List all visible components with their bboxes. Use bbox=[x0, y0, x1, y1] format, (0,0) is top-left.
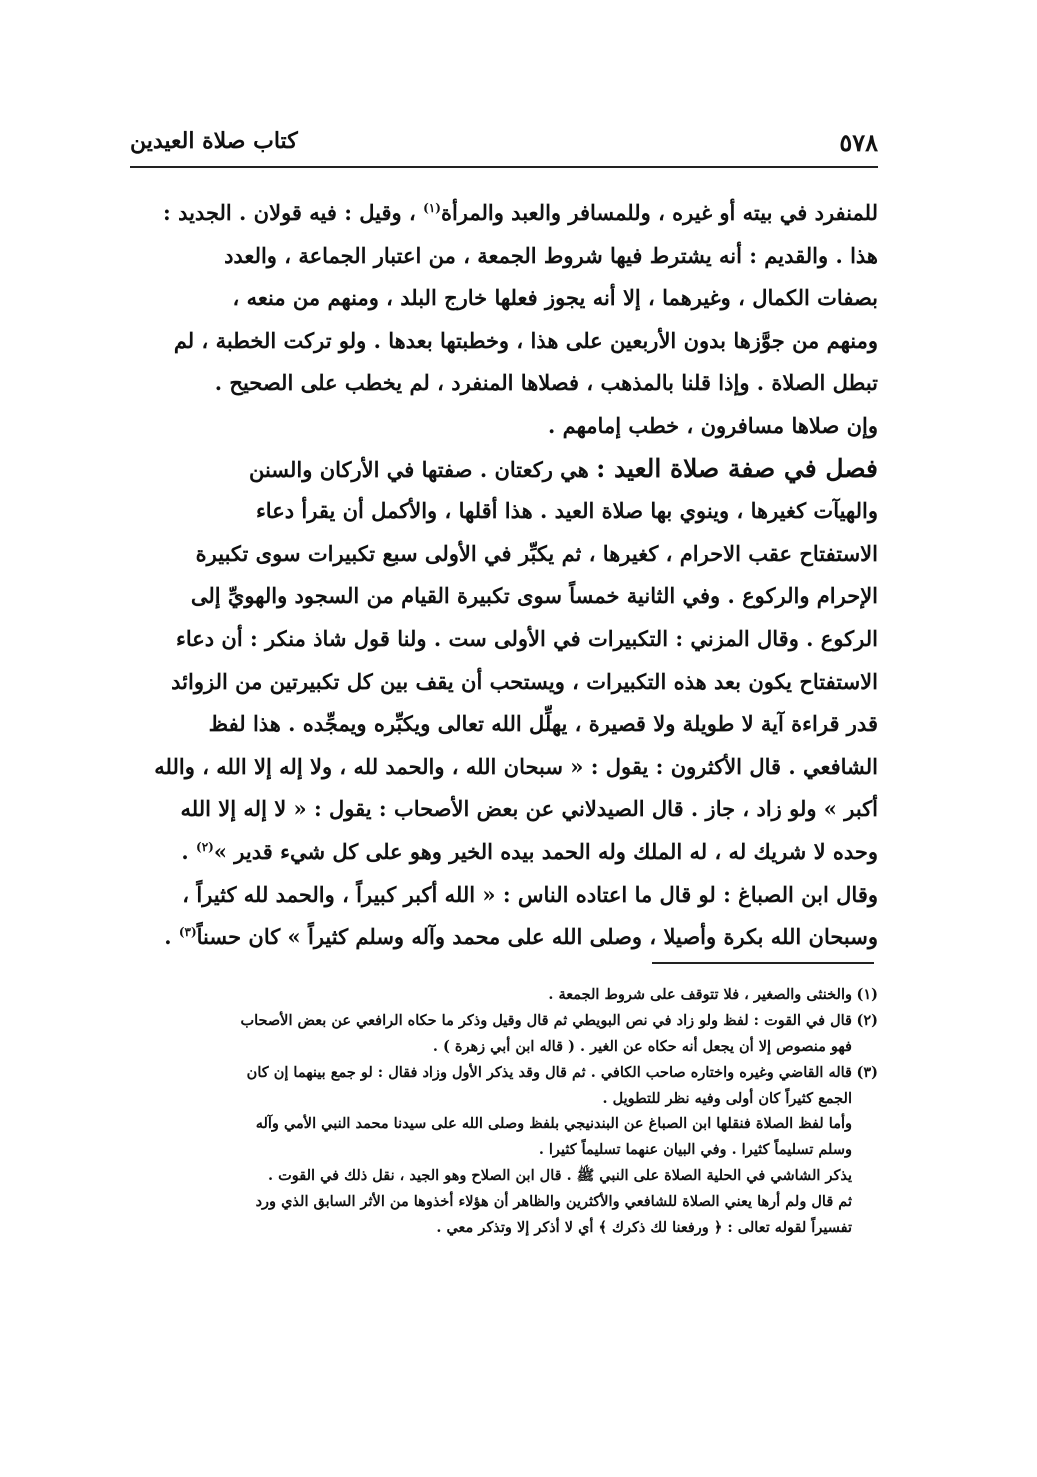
text-line: وسبحان الله بكرة وأصيلا ، وصلى الله على محمد وآله وسلم كثيراً » كان حسناً$^{(٣)}$ . bbox=[164, 924, 878, 950]
text-line: الركوع . وقال المزني : التكبيرات في الأولى ست . ولنا قول شاذ منكر : أن دعاء bbox=[175, 625, 878, 651]
footnote-ref-1: (١) bbox=[423, 201, 441, 215]
running-title: كتاب صلاة العيدين bbox=[130, 128, 298, 154]
footnote-3-cont: تفسيراً لقوله تعالى : ﴿ ورفعنا لك ذكرك ﴾ أي لا أذكر إلا وتذكر معي . bbox=[436, 1219, 852, 1237]
main-text bbox=[130, 192, 878, 959]
footnote-ref-3: (٣) bbox=[178, 925, 197, 940]
page-number: ٥٧٨ bbox=[839, 128, 878, 157]
text-line: ومنهم من جوَّزها بدون الأربعين على هذا ، وخطبتها بعدها . ولو تركت الخطبة ، لم bbox=[173, 327, 878, 353]
footnote-3-cont: وأما لفظ الصلاة فنقلها ابن الصباغ عن البندنيجي بلفظ وصلى الله على سيدنا محمد النبي الأمي وآله bbox=[255, 1115, 852, 1133]
text-line: وحده لا شريك له ، له الملك وله الحمد بيده الخير وهو على كل شيء قدير »$^{(٢)}$ . bbox=[181, 838, 878, 864]
text-line: الاستفتاح عقب الاحرام ، كغيرها ، ثم يكبِّر في الأولى سبع تكبيرات سوى تكبيرة bbox=[195, 540, 878, 566]
footnote-3-cont: يذكر الشاشي في الحلية الصلاة على النبي ﷺ . قال ابن الصلاح وهو الجيد ، نقل ذلك في القوت . bbox=[268, 1167, 852, 1185]
footnote-2-cont: فهو منصوص إلا أن يجعل أنه حكاه عن الغير . ( قاله ابن أبي زهرة ) . bbox=[432, 1037, 852, 1055]
text-line: الإحرام والركوع . وفي الثانية خمساً سوى تكبيرة القيام من السجود والهويِّ إلى bbox=[190, 583, 878, 609]
text-line: الشافعي . قال الأكثرون : يقول : « سبحان الله ، والحمد لله ، ولا إله إلا الله ، والله bbox=[154, 753, 878, 779]
footnote-3: (٣)قاله القاضي وغيره واختاره صاحب الكافي . ثم قال وقد يذكر الأول وزاد فقال : لو جمع بينهما إن كان bbox=[246, 1063, 878, 1081]
text-line: أكبر » ولو زاد ، جاز . قال الصيدلاني عن بعض الأصحاب : يقول : « لا إله إلا الله bbox=[180, 796, 878, 822]
footnote-divider bbox=[652, 962, 874, 964]
footnote-1: (١)والخنثى والصغير ، فلا تتوقف على شروط الجمعة . bbox=[548, 986, 878, 1003]
text-line: وقال ابن الصباغ : لو قال ما اعتاده الناس : « الله أكبر كبيراً ، والحمد لله كثيراً ، bbox=[182, 881, 878, 907]
text-line: والهيآت كغيرها ، وينوي بها صلاة العيد . هذا أقلها ، والأكمل أن يقرأ دعاء bbox=[255, 498, 878, 524]
footnote-ref-2: (٢) bbox=[196, 839, 214, 854]
footnote-3-cont: ثم قال ولم أرها يعني الصلاة للشافعي والأكثرين والظاهر أن هؤلاء أخذوها من الأثر السابق الذي ورد bbox=[255, 1193, 852, 1211]
footnote-2: (٢)قال في القوت : لفظ ولو زاد في نص البويطي ثم قال وقيل وذكر ما حكاه الرافعي عن بعض الأصحاب bbox=[240, 1011, 878, 1029]
footnote-3-cont: الجمع كثيراً كان أولى وفيه نظر للتطويل . bbox=[602, 1089, 852, 1107]
footnotes bbox=[130, 982, 878, 1241]
text-line: هذا . والقديم : أنه يشترط فيها شروط الجمعة ، من اعتبار الجماعة ، والعدد bbox=[224, 242, 878, 268]
section-first-line: فصل في صفة صلاة العيد : هي ركعتان . صفتها في الأركان والسنن bbox=[248, 453, 878, 483]
footnote-3-cont: وسلم تسليماً كثيرا . وفي البيان عنهما تسليماً كثيرا . bbox=[538, 1141, 852, 1159]
page-header bbox=[130, 124, 878, 160]
text-line: تبطل الصلاة . وإذا قلنا بالمذهب ، فصلاها المنفرد ، لم يخطب على الصحيح . bbox=[214, 370, 878, 396]
text-line: للمنفرد في بيته أو غيره ، وللمسافر والعبد والمرأة$^{(١)}$ ، وقيل : فيه قولان . الجديد : bbox=[163, 200, 878, 225]
text-line: الاستفتاح يكون بعد هذه التكبيرات ، ويستحب أن يقف بين كل تكبيرتين من الزوائد bbox=[171, 668, 878, 694]
text-line: بصفات الكمال ، وغيرهما ، إلا أنه يجوز فعلها خارج البلد ، ومنهم من منعه ، bbox=[232, 285, 878, 311]
section-heading: فصل في صفة صلاة العيد : bbox=[596, 453, 878, 483]
text-line: قدر قراءة آية لا طويلة ولا قصيرة ، يهلِّل الله تعالى ويكبِّره ويمجِّده . هذا لفظ bbox=[208, 711, 878, 737]
text-line: وإن صلاها مسافرون ، خطب إمامهم . bbox=[548, 412, 878, 438]
header-divider bbox=[130, 166, 878, 168]
